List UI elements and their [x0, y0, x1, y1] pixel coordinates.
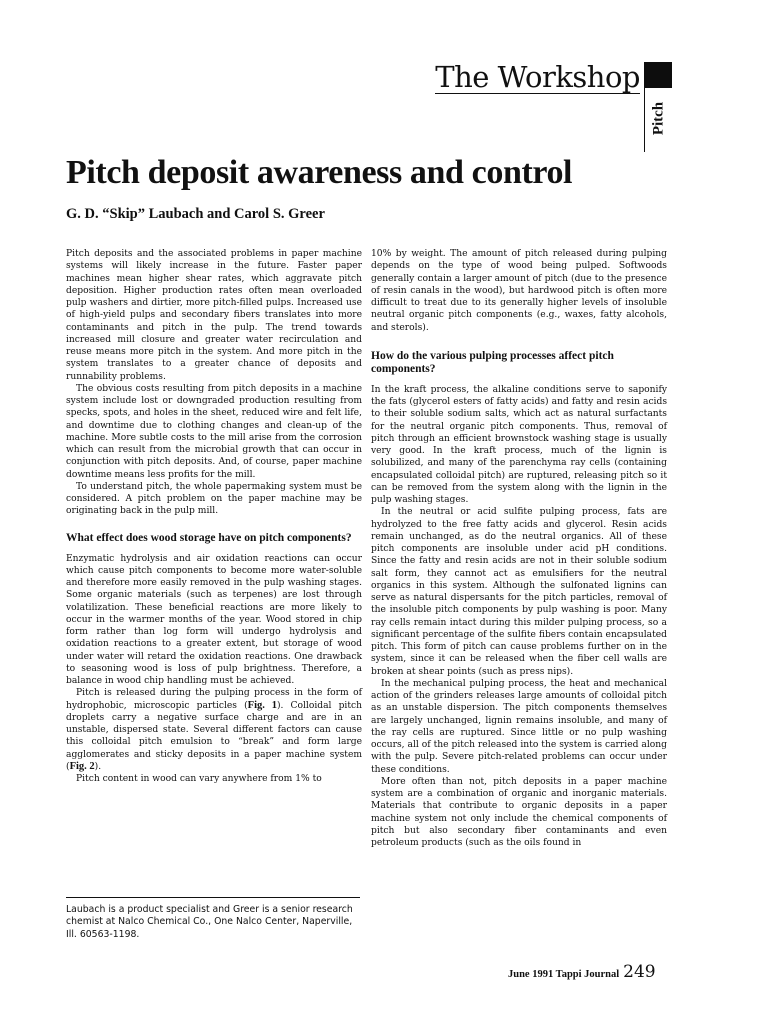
- section-heading: What effect does wood storage have on pitch components?: [66, 531, 352, 544]
- author-footnote: Laubach is a product specialist and Greer is a senior research chemist at Nalco Chemical Co., One Nalco Center, Naperville, Ill. 60563-1198.: [66, 904, 353, 940]
- body-paragraph: [66, 687, 362, 773]
- left-column: [66, 248, 362, 785]
- figure-ref: Fig. 1: [247, 699, 277, 711]
- section-tab-label-box: [644, 88, 673, 152]
- footnote-divider: [66, 897, 360, 898]
- figure-ref: Fig. 2: [69, 760, 95, 772]
- section-tab-label: Pitch: [650, 101, 667, 136]
- article-authors: G. D. “Skip” Laubach and Carol S. Greer: [66, 206, 325, 222]
- body-paragraph: Pitch content in wood can vary anywhere from 1% to: [76, 774, 322, 784]
- section-heading: How do the various pulping processes affect pitch components?: [371, 349, 614, 375]
- body-paragraph: In the neutral or acid sulfite pulping process, fats are hydrolyzed to the free fatty acids and glycerol. Resin acids remain unchanged, as do the neutral organics. All of these pitch components are insoluble under acid pH conditions. Since the fatty and resin acids are not in their soluble sodium salt form, they cannot act as emulsifiers for the neutral organics in this system. Although the sulfonated lignins can serve as natural dispersants for the pitch particles, removal of the insoluble pitch components by pulp washing is poor. Many ray cells remain intact during this milder pulping process, so a significant percentage of the sulfite fibers contain encapsulated pitch. This form of pitch can cause problems further on in the system, since it can be released when the fiber cell walls are broken at shear points (such as press nips).: [371, 507, 667, 677]
- page-number: 249: [623, 962, 656, 982]
- section-tab: [644, 62, 672, 152]
- article-title: Pitch deposit awareness and control: [66, 154, 573, 191]
- body-paragraph: Pitch deposits and the associated problems in paper machine systems will likely increase in the future. Faster paper machines mean higher shear rates, which aggravate pitch deposition. Higher production rates often mean overloaded pulp washers and dirtier, more pitch-filled pulps. Increased use of high-yield pulps and secondary fibers translates into more contaminants and pitch in the pulp. The trend towards increased mill closure and greater water recirculation and reuse means more pitch in the system. And more pitch in the system translates to a greater chance of deposits and runnability problems.: [66, 249, 362, 382]
- body-paragraph: More often than not, pitch deposits in a paper machine system are a combination of organic and inorganic materials. Materials that contribute to organic deposits in a paper machine system not only include the chemical components of pitch but also secondary fiber contaminants and even petroleum products (such as the oils found in: [371, 776, 667, 848]
- body-paragraph: In the kraft process, the alkaline conditions serve to saponify the fats (glycerol esters of fatty acids) and fatty and resin acids to their soluble sodium salts, which act as natural surfactants for the neutral organic pitch components. Thus, removal of pitch through an efficient brownstock washing stage is usually very good. In the kraft process, much of the lignin is solubilized, and many of the parenchyma ray cells (containing encapsulated colloidal pitch) are ruptured, releasing pitch so it can be removed from the system along with the lignin in the pulp washing stages.: [371, 384, 667, 505]
- text-run: ). Colloidal pitch droplets carry a negative surface charge and are in an unstable, dispersed state. Several different factors can cause this colloidal pitch emulsion to “break” and form large agglomerates and sticky deposits in a paper machine system (: [66, 700, 362, 772]
- journal-citation: June 1991 Tappi Journal: [508, 969, 620, 980]
- section-header: The Workshop: [435, 60, 640, 94]
- text-run: ).: [94, 761, 102, 772]
- body-paragraph: 10% by weight. The amount of pitch released during pulping depends on the type of wood being pulped. Softwoods generally contain a larger amount of pitch (due to the presence of resin canals in the wood), but hardwood pitch is often more difficult to treat due to its generally higher levels of insoluble neutral organic pitch components (e.g., waxes, fatty alcohols, and sterols).: [371, 249, 667, 333]
- page-footer: [508, 962, 656, 982]
- body-paragraph: In the mechanical pulping process, the heat and mechanical action of the grinders releases large amounts of colloidal pitch as an unstable dispersion. The pitch components themselves are largely unchanged, lignin remains insoluble, and many of the ray cells are ruptured. Since little or no pulp washing occurs, all of the pitch released into the system is carried along with the pulp. Severe pitch-related problems can occur under these conditions.: [371, 678, 667, 775]
- right-column: [371, 248, 667, 849]
- body-paragraph: To understand pitch, the whole papermaking system must be considered. A pitch problem on the paper machine may be originating back in the pulp mill.: [66, 481, 362, 517]
- text-run: Pitch is released during the pulping process in the form of hydrophobic, microscopic particles (: [66, 688, 362, 711]
- body-paragraph: The obvious costs resulting from pitch deposits in a machine system include lost or downgraded production resulting from specks, spots, and holes in the sheet, reduced wire and felt life, and downtime due to clothing changes and clean-up of the machine. More subtle costs to the mill arise from the corrosion which can result from the microbial growth that can occur in conjunction with pitch deposits. And, of course, paper machine downtime means less profits for the mill.: [66, 383, 362, 480]
- body-paragraph: Enzymatic hydrolysis and air oxidation reactions can occur which cause pitch components to become more water-soluble and therefore more easily removed in the pulp washing stages. Some organic materials (such as terpenes) are lost through volatilization. These beneficial reactions are more likely to occur in the warmer months of the year. Wood stored in chip form rather than log form will undergo hydrolysis and oxidation reactions to a greater extent, but storage of wood under water will retard the oxidation reactions. One drawback to seasoning wood is loss of pulp brightness. Therefore, a balance in wood chip handling must be achieved.: [66, 553, 362, 686]
